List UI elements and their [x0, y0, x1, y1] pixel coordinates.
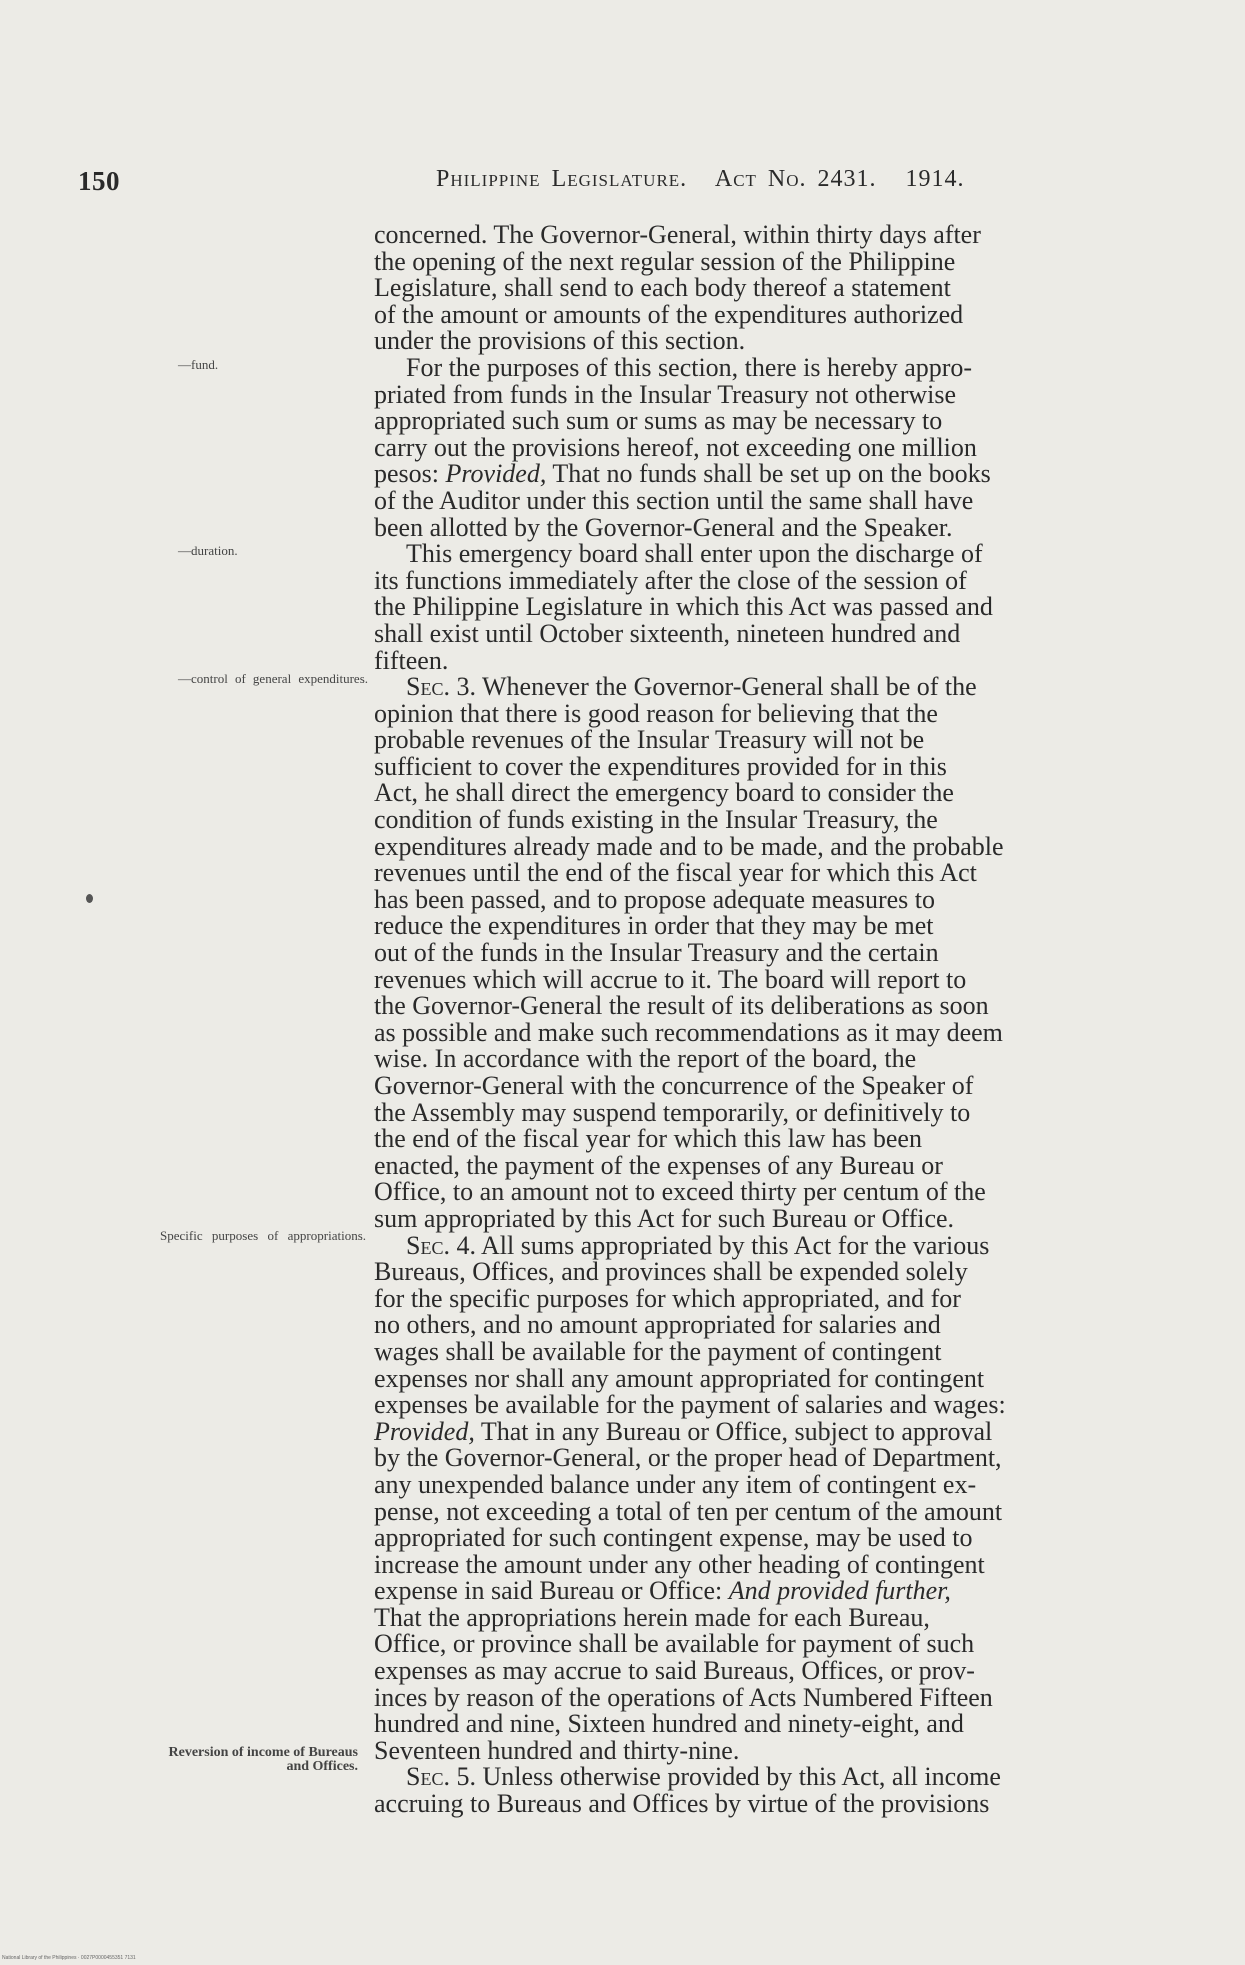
- section-4-label: Sec. 4.: [406, 1230, 476, 1260]
- footer-imprint: National Library of the Philippines · 0027P0000455351 7131: [2, 1955, 136, 1961]
- section-5-label: Sec. 5.: [406, 1762, 476, 1792]
- margin-note-duration: —duration.: [178, 543, 238, 558]
- running-head-legislature: Philippine Legislature.: [436, 166, 688, 192]
- provided-italic: Provided,: [445, 459, 547, 489]
- paragraph-fund: For the purposes of this section, there is hereby appro- priated from funds in the Insular Treasury not otherwise appropriated such sum or sums as may be necessary to carry out the provisions hereof, not exceeding one million pesos: Provided, That no funds shall be set up on the books of the Auditor under this section until the same shall have been allotted by the Governor-General and the Speaker.: [374, 352, 991, 542]
- and-provided-further-italic: And provided further,: [728, 1576, 951, 1606]
- running-head-act: Act No. 2431.: [714, 166, 877, 192]
- margin-note-control: —control of general expenditures.: [178, 671, 368, 686]
- running-head-year: 1914.: [905, 166, 965, 192]
- ink-speck: [86, 894, 93, 903]
- body-text: [374, 222, 1146, 1818]
- running-head: [436, 166, 983, 193]
- section-3-label: Sec. 3.: [406, 672, 476, 702]
- section-5: Sec. 5. Unless otherwise provided by this Act, all income accruing to Bureaus and Offices by virtue of the provisions: [374, 1762, 1001, 1819]
- margin-note-specific: Specific purposes of appropriations.: [160, 1228, 366, 1243]
- paragraph-concerned: concerned. The Governor-General, within thirty days after the opening of the next regular session of the Philippine Legislature, shall send to each body thereof a statement of the amount or amounts of the expenditures authorized under the provisions of this section.: [374, 220, 981, 356]
- section-3: Sec. 3. Whenever the Governor-General shall be of the opinion that there is good reason for believing that the probable revenues of the Insular Treasury will not be sufficient to cover the expenditures provided for in this Act, he shall direct the emergency board to consider the condition of funds existing in the Insular Treasury, the expenditures already made and to be made, and the probable revenues until the end of the fiscal year for which this Act has been passed, and to propose adequate measures to reduce the expenditures in order that they may be met out of the funds in the Insular Treasury and the certain revenues which will accrue to it. The board will report to the Governor-General the result of its deliberations as soon as possible and make such recommendations as it may deem wise. In accordance with the report of the board, the Governor-General with the concurrence of the Speaker of the Assembly may suspend temporarily, or definitively to the end of the fiscal year for which this law has been enacted, the payment of the expenses of any Bureau or Office, to an amount not to exceed thirty per centum of the sum appropriated by this Act for such Bureau or Office.: [374, 672, 1004, 1233]
- paragraph-duration: This emergency board shall enter upon the discharge of its functions immediately after the close of the session of the Philippine Legislature in which this Act was passed and shall exist until October sixteenth, nineteen hundred and fifteen.: [374, 539, 993, 675]
- margin-note-fund: —fund.: [178, 357, 219, 372]
- provided-italic-2: Provided,: [374, 1416, 475, 1446]
- section-4: Sec. 4. All sums appropriated by this Act for the various Bureaus, Offices, and provinces shall be expended solely for the specific purposes for which appropriated, and for no others, and no amount appropriated for salaries and wages shall be available for the payment of contingent expenses nor shall any amount appropriated for contingent expenses be available for the payment of salaries and wages: Provided, That in any Bureau or Office, subject to approval by the Governor-General, or the proper head of Department, any unexpended balance under any item of contingent ex- pense, not exceeding a total of ten per centum of the amount appropriated for such contingent expense, may be used to increase the amount under any other heading of contingent expense in said Bureau or Office: And provided further, That the appropriations herein made for each Bureau, Office, or province shall be available for payment of such expenses as may accrue to said Bureaus, Offices, or prov- inces by reason of the operations of Acts Numbered Fifteen hundred and nine, Sixteen hundred and ninety-eight, and Seventeen hundred and thirty-nine.: [374, 1230, 1006, 1765]
- page-number: 150: [78, 166, 120, 196]
- margin-note-reversion: Reversion of income of Bureaus and Offices.: [168, 1745, 358, 1774]
